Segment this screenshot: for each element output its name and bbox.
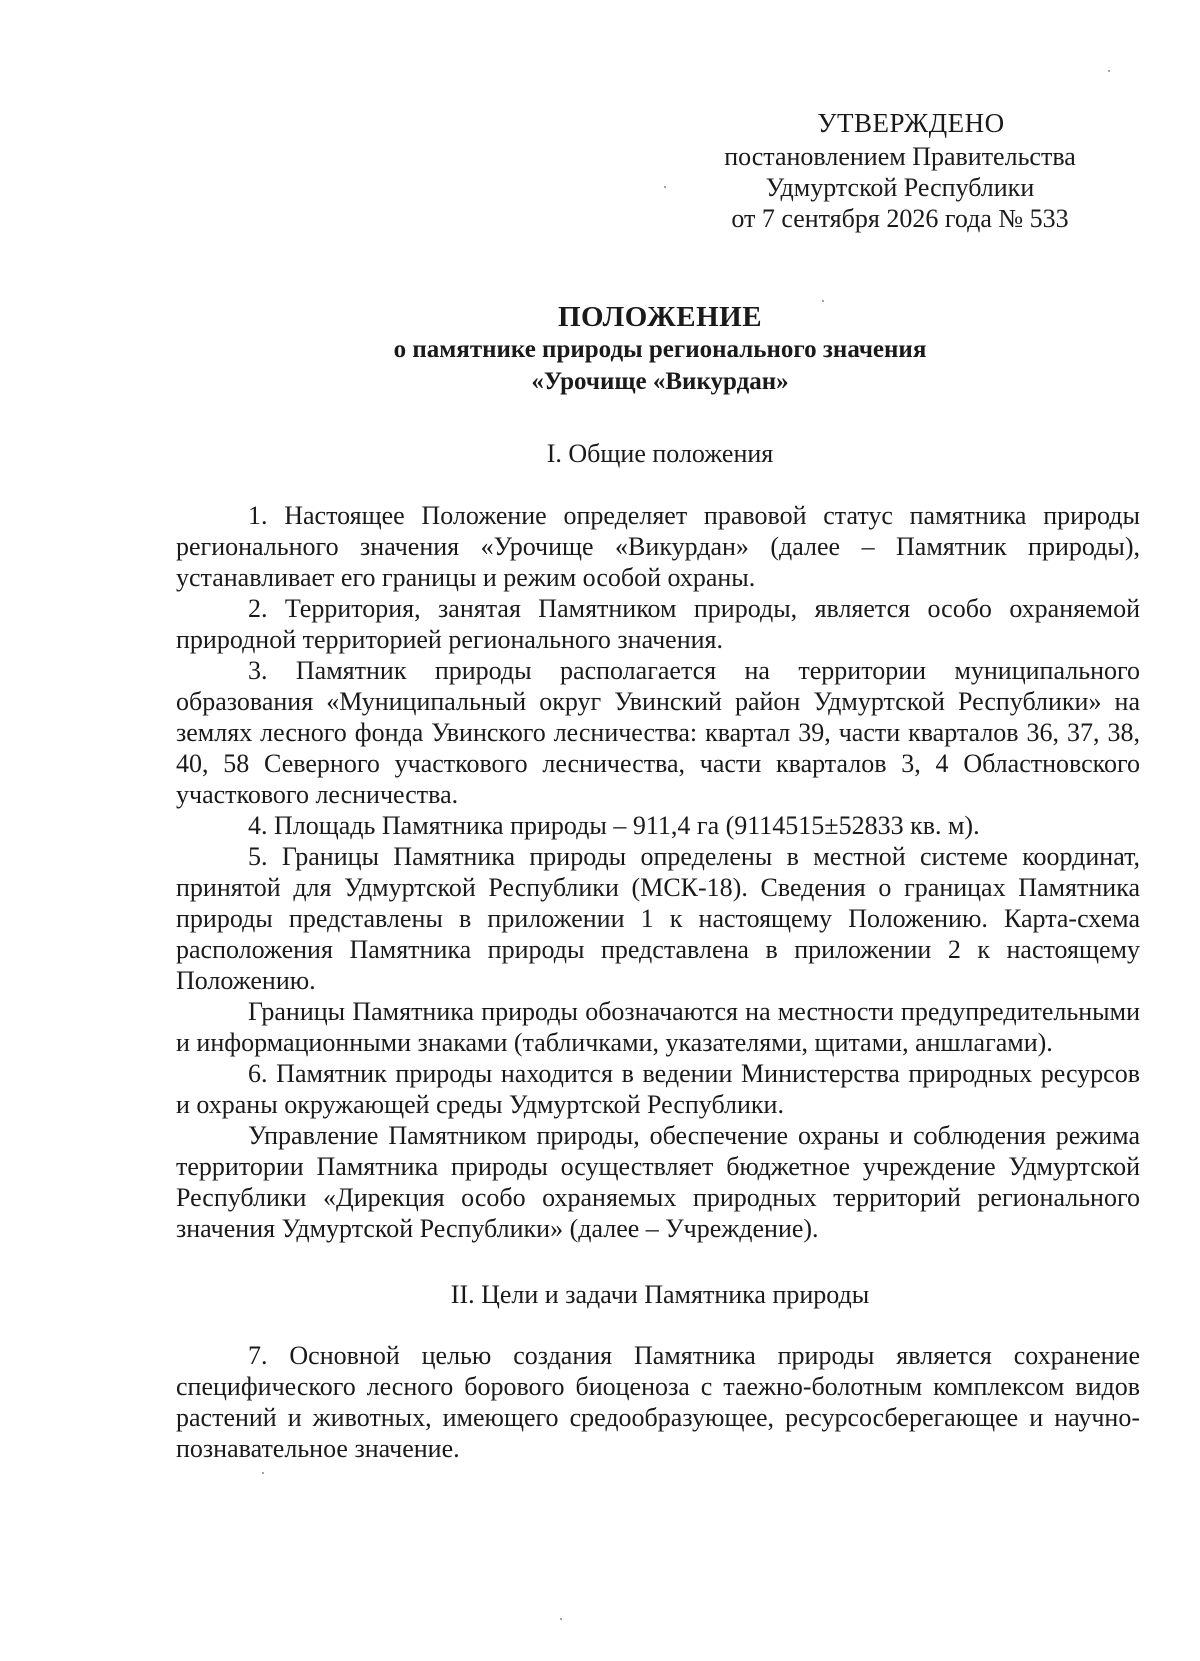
scan-speck [262, 1472, 264, 1474]
approval-stamp [700, 108, 1100, 234]
paragraph-6-management: Управление Памятником природы, обеспечение охраны и соблюдения режима территории Памятника природы осуществляет бюджетное учреждение Удмуртской Республики «Дирекция особо охраняемых природных территорий регионального значения Удмуртской Республики» (далее – Учреждение). [176, 1121, 1140, 1243]
paragraph-1: 1. Настоящее Положение определяет правовой статус памятника природы регионального значения «Урочище «Викурдан» (далее – Памятник природы), устанавливает его границы и режим особой охраны. [176, 501, 1140, 592]
section-1-body [176, 500, 1140, 1244]
scan-speck [664, 186, 666, 188]
document-subtitle-line-1: о памятнике природы регионального значения [393, 336, 927, 363]
paragraph-7: 7. Основной целью создания Памятника природы является сохранение специфического лесного борового биоценоза с таежно-болотным комплексом видов растений и животных, имеющего средообразующее, ресурсосберегающее и научно-познавательное значение. [176, 1341, 1140, 1463]
approval-line-1: постановлением Правительства [724, 142, 1076, 171]
paragraph-6: 6. Памятник природы находится в ведении Министерства природных ресурсов и охраны окружающей среды Удмуртской Республики. [176, 1059, 1140, 1119]
scan-speck [1108, 70, 1110, 72]
paragraph-5: 5. Границы Памятника природы определены в местной системе координат, принятой для Удмуртской Республики (МСК-18). Сведения о границах Памятника природы представлены в приложении 1 к настоящему Положению. Карта-схема расположения Памятника природы представлена в приложении 2 к настоящему Положению. [176, 842, 1140, 995]
paragraph-2: 2. Территория, занятая Памятником природы, является особо охраняемой природной территорией регионального значения. [176, 594, 1140, 654]
section-heading-1: I. Общие положения [546, 439, 774, 468]
approval-line-2: Удмуртской Республики [765, 173, 1035, 202]
section-heading-2: II. Цели и задачи Памятника природы [450, 1280, 870, 1309]
paragraph-5-signs: Границы Памятника природы обозначаются на местности предупредительными и информационными знаками (табличками, указателями, щитами, аншлагами). [176, 997, 1140, 1057]
approval-line-3: от 7 сентября 2026 года № 533 [731, 204, 1069, 233]
section-2-body [176, 1340, 1140, 1464]
document-title: ПОЛОЖЕНИЕ [557, 301, 763, 333]
document-title-block [160, 300, 1160, 398]
paragraph-4: 4. Площадь Памятника природы – 911,4 га (9114515±52833 кв. м). [248, 811, 980, 840]
approval-heading: УТВЕРЖДЕНО [817, 108, 1005, 138]
paragraph-3: 3. Памятник природы располагается на территории муниципального образования «Муниципальный округ Увинский район Удмуртской Республики» на землях лесного фонда Увинского лесничества: квартал 39, части кварталов 36, 37, 38, 40, 58 Северного участкового лесничества, части кварталов 3, 4 Областновского участкового лесничества. [176, 656, 1140, 809]
scan-speck [822, 300, 824, 302]
document-subtitle-line-2: «Урочище «Викурдан» [531, 368, 789, 395]
scan-speck [560, 1618, 562, 1620]
